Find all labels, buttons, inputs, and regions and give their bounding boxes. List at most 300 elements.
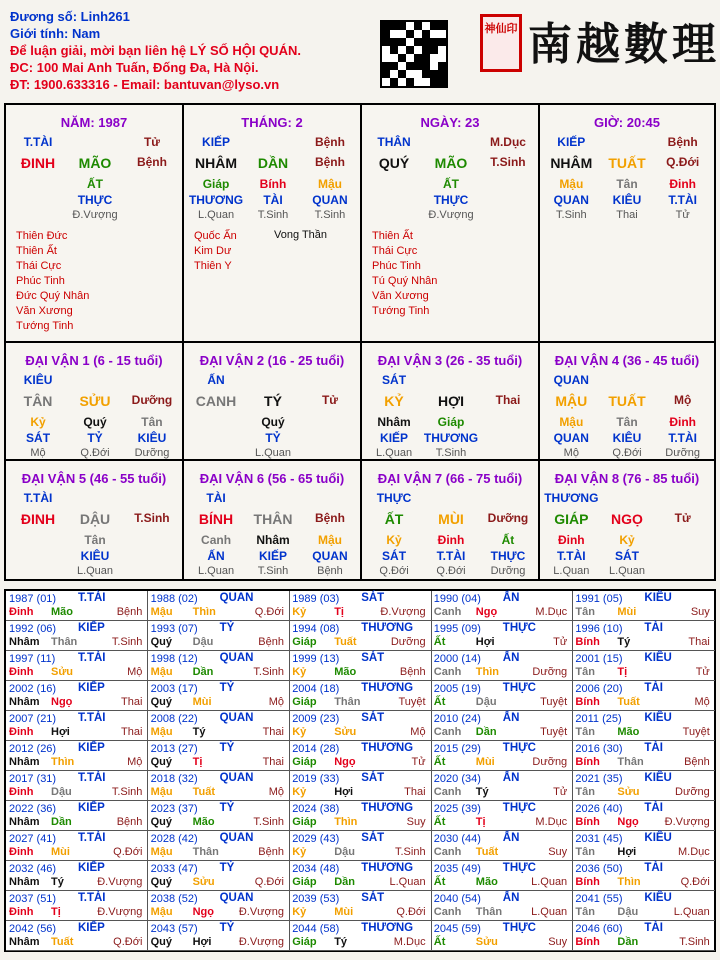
- qr-module: [398, 38, 406, 46]
- year-label: 2034 (48): [292, 863, 340, 875]
- year-cell[interactable]: [6, 741, 148, 771]
- life-phase: Tuyệt: [398, 696, 426, 708]
- year-label: 2022 (36): [9, 803, 57, 815]
- dai-van-r4-value: SÁT: [615, 549, 639, 563]
- year-cell[interactable]: [431, 921, 573, 951]
- year-cell[interactable]: [148, 921, 290, 951]
- dai-van-r2-value: GIÁP: [554, 511, 589, 527]
- dai-van-title: ĐẠI VẬN 4 (36 - 45 tuổi): [554, 353, 700, 368]
- star-item: Văn Xương: [372, 290, 429, 302]
- dai-van-r2-value: HỢI: [438, 393, 464, 409]
- pillar-r5-value: Thai: [616, 209, 638, 221]
- pillar-r2-value: Q.Đới: [666, 155, 700, 169]
- star-item: Thiên Ất: [16, 245, 57, 257]
- star-name: ẤN: [502, 712, 520, 724]
- dai-van-r2-value: SỬU: [79, 393, 111, 409]
- year-cell[interactable]: [572, 831, 714, 861]
- pillar-r5-value: Đ.Vượng: [72, 209, 118, 221]
- star-name: TÀI: [644, 682, 663, 694]
- life-phase: Đ.Vượng: [238, 906, 284, 918]
- year-cell[interactable]: [6, 921, 148, 951]
- earthly-branch: Tý: [192, 726, 206, 738]
- star-list: [16, 229, 89, 334]
- earthly-branch: Tị: [51, 906, 61, 918]
- year-label: 2046 (60): [575, 923, 623, 935]
- address-text: ĐC: 100 Mai Anh Tuấn, Đống Đa, Hà Nội.: [10, 60, 259, 75]
- pillar-r5-value: Tử: [675, 209, 690, 221]
- year-cell[interactable]: [6, 861, 148, 891]
- life-phase: Mộ: [127, 666, 143, 678]
- year-cell[interactable]: [289, 861, 431, 891]
- year-cell[interactable]: [431, 771, 573, 801]
- earthly-branch: Tuất: [475, 846, 499, 858]
- phone-email-text[interactable]: ĐT: 1900.633316 - Email: bantuvan@lyso.vn: [10, 77, 280, 92]
- dai-van-r5-value: Q.Đới: [379, 565, 409, 577]
- star-name: TÀI: [644, 622, 663, 634]
- dai-van-r2-value: DẬU: [79, 511, 111, 527]
- year-cell[interactable]: [431, 681, 573, 711]
- year-label: 2002 (16): [9, 683, 57, 695]
- life-phase: Dưỡng: [532, 756, 568, 768]
- star-name: THỰC: [502, 802, 536, 814]
- year-cell[interactable]: [148, 621, 290, 651]
- year-cell[interactable]: [6, 681, 148, 711]
- star-name: KIẾP: [78, 862, 105, 874]
- year-label: 1989 (03): [292, 593, 340, 605]
- heavenly-stem: Quý: [150, 696, 172, 708]
- heavenly-stem: Giáp: [292, 816, 317, 828]
- qr-code-icon: [380, 20, 448, 88]
- star-item: Thiên Ất: [372, 230, 413, 242]
- heavenly-stem: Giáp: [292, 936, 317, 948]
- life-phase: Bệnh: [258, 636, 284, 648]
- dai-van-r4-value: T.TÀI: [556, 549, 586, 563]
- life-phase: M.Dục: [535, 606, 568, 618]
- star-item: Thái Cực: [16, 260, 62, 272]
- year-cell[interactable]: [572, 651, 714, 681]
- star-list: [372, 229, 437, 319]
- earthly-branch: Mùi: [192, 696, 212, 708]
- year-label: 2037 (51): [9, 893, 57, 905]
- heavenly-stem: Canh: [433, 666, 462, 678]
- year-cell[interactable]: [572, 861, 714, 891]
- dai-van-r1-value: ẤN: [207, 373, 225, 387]
- pillar-r4-value: TÀI: [263, 193, 283, 207]
- star-name: QUAN: [219, 592, 254, 604]
- star-item: Thiên Đức: [16, 230, 68, 242]
- dai-van-r3-value: Tân: [141, 415, 163, 429]
- pillar-r1-value: T.TÀI: [23, 135, 53, 149]
- gender-label: Giới tính:: [10, 26, 69, 41]
- earthly-branch: Thìn: [334, 816, 358, 828]
- star-list: [194, 229, 237, 274]
- dai-van-r4-value: THƯƠNG: [423, 431, 479, 445]
- year-cell[interactable]: [289, 741, 431, 771]
- life-phase: L.Quan: [531, 906, 568, 918]
- earthly-branch: Thìn: [617, 876, 641, 888]
- year-cell[interactable]: [289, 801, 431, 831]
- dai-van-title: ĐẠI VẬN 1 (6 - 15 tuổi): [25, 353, 163, 368]
- heavenly-stem: Quý: [150, 756, 172, 768]
- year-cell[interactable]: [572, 921, 714, 951]
- earthly-branch: Ngọ: [192, 906, 214, 918]
- year-cell[interactable]: [148, 711, 290, 741]
- life-phase: Bệnh: [684, 756, 710, 768]
- year-label: 1988 (02): [150, 593, 198, 605]
- life-phase: Thai: [262, 756, 284, 768]
- life-phase: T.Sinh: [395, 846, 426, 858]
- star-name: KIÊU: [644, 592, 672, 604]
- dai-van-r3-value: Nhâm: [377, 415, 411, 429]
- heavenly-stem: Nhâm: [9, 636, 40, 648]
- year-label: 2031 (45): [575, 833, 623, 845]
- star-name: THỰC: [502, 742, 536, 754]
- heavenly-stem: Tân: [575, 846, 595, 858]
- year-cell[interactable]: [431, 591, 573, 621]
- qr-module: [414, 30, 422, 38]
- heavenly-stem: Quý: [150, 816, 172, 828]
- earthly-branch: Mùi: [51, 846, 70, 858]
- pillar-r1-value: KIẾP: [557, 135, 586, 149]
- pillar-cell: [540, 105, 714, 343]
- star-name: KIÊU: [644, 832, 672, 844]
- star-name: ẤN: [502, 772, 520, 784]
- qr-module: [414, 38, 422, 46]
- dai-van-r1-value: THƯƠNG: [544, 491, 599, 505]
- earthly-branch: Sửu: [334, 726, 357, 738]
- qr-module: [422, 54, 430, 62]
- heavenly-stem: Ất: [433, 636, 446, 648]
- earthly-branch: Dần: [475, 726, 497, 738]
- life-phase: Q.Đới: [254, 606, 284, 618]
- earthly-branch: Dần: [192, 666, 214, 678]
- year-cell[interactable]: [572, 711, 714, 741]
- earthly-branch: Tý: [51, 876, 64, 888]
- year-cell[interactable]: [6, 651, 148, 681]
- earthly-branch: Thân: [51, 636, 78, 648]
- qr-module: [390, 54, 398, 62]
- heavenly-stem: Bính: [575, 756, 600, 768]
- dai-van-r5-value: Q.Đới: [612, 447, 642, 459]
- dai-van-r2-value: MẬU: [555, 393, 588, 409]
- earthly-branch: Tị: [475, 816, 486, 828]
- earthly-branch: Tý: [334, 936, 348, 948]
- year-label: 2001 (15): [575, 653, 623, 665]
- earthly-branch: Hợi: [334, 786, 354, 798]
- year-cell[interactable]: [431, 861, 573, 891]
- dai-van-r2-value: TÝ: [264, 393, 282, 409]
- year-label: 1990 (04): [433, 593, 481, 605]
- earthly-branch: Tuất: [51, 936, 74, 948]
- year-label: 2025 (39): [433, 803, 481, 815]
- star-name: T.TÀI: [78, 892, 106, 904]
- year-cell[interactable]: [289, 651, 431, 681]
- year-cell[interactable]: [431, 801, 573, 831]
- qr-module: [438, 38, 446, 46]
- life-phase: Mộ: [694, 696, 710, 708]
- heavenly-stem: Ất: [433, 876, 446, 888]
- year-cell[interactable]: [289, 621, 431, 651]
- dai-van-r2-value: THÂN: [253, 511, 293, 527]
- qr-module: [382, 78, 390, 86]
- qr-module: [422, 22, 430, 30]
- pillar-r2-value: QUÝ: [378, 155, 410, 171]
- year-cell[interactable]: [572, 591, 714, 621]
- dai-van-r2-value: TÂN: [23, 393, 53, 409]
- earthly-branch: Ngọ: [475, 606, 498, 618]
- heavenly-stem: Mậu: [150, 666, 173, 678]
- earthly-branch: Dậu: [617, 906, 639, 918]
- star-item: Kim Dư: [194, 245, 232, 257]
- heavenly-stem: Đinh: [9, 906, 34, 918]
- qr-module: [406, 46, 414, 54]
- year-cell[interactable]: [572, 771, 714, 801]
- dai-van-cell: [362, 461, 540, 579]
- dai-van-r2-value: NGỌ: [611, 511, 643, 527]
- life-phase: T.Sinh: [111, 786, 143, 798]
- heavenly-stem: Đinh: [9, 606, 34, 618]
- dai-van-r1-value: KIÊU: [23, 373, 53, 387]
- dai-van-r4-value: THỰC: [490, 549, 526, 563]
- life-phase: M.Dục: [393, 936, 426, 948]
- star-item: Phúc Tinh: [16, 275, 65, 287]
- earthly-branch: Dậu: [475, 696, 497, 708]
- year-label: 1993 (07): [150, 623, 198, 635]
- year-cell[interactable]: [289, 681, 431, 711]
- dai-van-title: ĐẠI VẬN 6 (56 - 65 tuổi): [199, 471, 345, 486]
- year-label: 2006 (20): [575, 683, 623, 695]
- qr-module: [398, 46, 406, 54]
- qr-module: [438, 30, 446, 38]
- year-cell[interactable]: [289, 831, 431, 861]
- life-phase: Tử: [553, 636, 568, 648]
- heavenly-stem: Quý: [150, 936, 172, 948]
- dai-van-r3-value: Kỷ: [30, 415, 46, 429]
- year-cell[interactable]: [289, 591, 431, 621]
- life-phase: T.Sinh: [679, 936, 710, 948]
- life-phase: Tuyệt: [540, 696, 568, 708]
- heavenly-stem: Canh: [433, 786, 462, 798]
- year-cell[interactable]: [572, 801, 714, 831]
- qr-module: [390, 30, 398, 38]
- dai-van-r5-value: Dưỡng: [134, 447, 170, 459]
- year-cell[interactable]: [289, 771, 431, 801]
- life-phase: Bệnh: [116, 816, 143, 828]
- star-name: TỶ: [219, 802, 235, 814]
- dai-van-r4-value: T.TÀI: [668, 431, 698, 445]
- pillar-title: NGÀY: 23: [420, 115, 480, 130]
- heavenly-stem: Đinh: [9, 846, 34, 858]
- year-label: 2027 (41): [9, 833, 57, 845]
- dai-van-r3-value: Giáp: [437, 415, 465, 429]
- life-phase: L.Quan: [531, 876, 568, 888]
- dai-van-title: ĐẠI VẬN 5 (46 - 55 tuổi): [21, 471, 167, 486]
- heavenly-stem: Kỷ: [292, 906, 307, 918]
- pillar-r2-value: MÃO: [434, 155, 468, 171]
- pillar-r2-value: TUẤT: [608, 155, 646, 171]
- year-cell[interactable]: [148, 861, 290, 891]
- dai-van-r3-value: Ất: [501, 533, 515, 547]
- earthly-branch: Dậu: [334, 846, 355, 858]
- year-cell[interactable]: [148, 651, 290, 681]
- year-cell[interactable]: [148, 831, 290, 861]
- qr-module: [414, 70, 422, 78]
- star-name: THƯƠNG: [361, 622, 414, 634]
- earthly-branch: Sửu: [475, 936, 498, 948]
- life-phase: Tử: [553, 786, 568, 798]
- star-name: THỰC: [502, 922, 536, 934]
- year-label: 2028 (42): [150, 833, 198, 845]
- earthly-branch: Tị: [192, 756, 203, 768]
- dai-van-r3-value: Canh: [201, 533, 232, 547]
- life-phase: Bệnh: [116, 606, 143, 618]
- year-label: 2000 (14): [433, 653, 481, 665]
- year-cell[interactable]: [431, 651, 573, 681]
- qr-module: [438, 46, 446, 54]
- star-name: SÁT: [361, 892, 385, 904]
- life-phase: Tuyệt: [682, 726, 710, 738]
- year-cell[interactable]: [431, 741, 573, 771]
- year-cell[interactable]: [572, 681, 714, 711]
- dai-van-cell: [540, 461, 714, 579]
- year-cell[interactable]: [6, 831, 148, 861]
- life-phase: Đ.Vượng: [97, 906, 143, 918]
- qr-module: [422, 30, 430, 38]
- dai-van-cell: [184, 343, 362, 461]
- heavenly-stem: Mậu: [150, 606, 173, 618]
- pillar-r2-value: MÃO: [78, 155, 112, 171]
- heavenly-stem: Tân: [575, 666, 595, 678]
- year-cell[interactable]: [6, 771, 148, 801]
- dai-van-r4-value: T.TÀI: [436, 549, 466, 563]
- year-label: 2040 (54): [433, 893, 481, 905]
- dai-van-r3-value: Kỷ: [619, 533, 635, 547]
- heavenly-stem: Ất: [433, 696, 446, 708]
- heavenly-stem: Tân: [575, 786, 595, 798]
- year-cell[interactable]: [431, 711, 573, 741]
- pillar-r2-value: DẦN: [257, 155, 289, 171]
- qr-module: [382, 38, 390, 46]
- year-label: 1987 (01): [9, 593, 57, 605]
- year-cell[interactable]: [431, 621, 573, 651]
- year-cell[interactable]: [148, 681, 290, 711]
- star-name: KIẾP: [78, 742, 105, 754]
- star-item: Tướng Tinh: [372, 305, 430, 317]
- year-cell[interactable]: [289, 711, 431, 741]
- year-cell[interactable]: [148, 891, 290, 921]
- star-name: KIẾP: [78, 802, 105, 814]
- earthly-branch: Hợi: [192, 936, 212, 948]
- dai-van-r3-value: Quý: [83, 415, 107, 429]
- year-cell[interactable]: [6, 801, 148, 831]
- dai-van-r2-value: ĐINH: [20, 511, 56, 527]
- year-cell[interactable]: [289, 921, 431, 951]
- year-cell[interactable]: [148, 801, 290, 831]
- year-cell[interactable]: [6, 891, 148, 921]
- pillar-r3-value: Bính: [259, 177, 287, 191]
- year-cell[interactable]: [289, 891, 431, 921]
- pillar-r4-value: THỰC: [433, 193, 469, 207]
- year-cell[interactable]: [148, 741, 290, 771]
- life-phase: Q.Đới: [113, 936, 143, 948]
- year-cell[interactable]: [6, 711, 148, 741]
- earthly-branch: Sửu: [617, 786, 640, 798]
- year-cell[interactable]: [572, 741, 714, 771]
- pillar-r1-value: KIẾP: [202, 135, 231, 149]
- contact-text: Để luận giải, mời bạn liên hệ LÝ SỐ HỘI QUÁN.: [10, 43, 301, 58]
- year-cell[interactable]: [572, 891, 714, 921]
- qr-module: [414, 46, 422, 54]
- year-cell[interactable]: [431, 891, 573, 921]
- dai-van-r3-value: Nhâm: [256, 533, 290, 547]
- star-name: QUAN: [219, 652, 254, 664]
- year-cell[interactable]: [6, 621, 148, 651]
- qr-module: [438, 70, 446, 78]
- year-cell[interactable]: [148, 771, 290, 801]
- year-cell[interactable]: [572, 621, 714, 651]
- year-cell[interactable]: [6, 591, 148, 621]
- life-phase: Tử: [695, 666, 710, 678]
- earthly-branch: Mùi: [334, 906, 354, 918]
- year-label: 2026 (40): [575, 803, 623, 815]
- dai-van-r2-value: Tử: [674, 511, 691, 525]
- earthly-branch: Ngọ: [617, 816, 639, 828]
- earthly-branch: Dần: [617, 936, 639, 948]
- star-item: Thiên Y: [194, 260, 232, 272]
- star-name: KIÊU: [644, 652, 672, 664]
- star-name: THỰC: [502, 622, 536, 634]
- heavenly-stem: Nhâm: [9, 696, 40, 708]
- qr-module: [382, 46, 390, 54]
- star-item: Tú Quý Nhân: [372, 275, 438, 287]
- year-cell[interactable]: [431, 831, 573, 861]
- year-label: 2039 (53): [292, 893, 340, 905]
- life-phase: Mộ: [268, 696, 284, 708]
- dai-van-r2-value: Bệnh: [314, 511, 345, 525]
- qr-module: [390, 38, 398, 46]
- star-name: KIÊU: [644, 892, 672, 904]
- earthly-branch: Mùi: [617, 606, 637, 618]
- earthly-branch: Thân: [475, 906, 503, 918]
- dai-van-r4-value: SÁT: [382, 549, 407, 563]
- owner-value: Linh261: [80, 9, 130, 24]
- year-label: 1991 (05): [575, 593, 623, 605]
- qr-module: [430, 70, 438, 78]
- dai-van-r2-value: MÙI: [438, 511, 464, 527]
- qr-module: [430, 78, 438, 86]
- earthly-branch: Mùi: [475, 756, 495, 768]
- heavenly-stem: Đinh: [9, 666, 34, 678]
- dai-van-r2-value: BÍNH: [198, 511, 234, 527]
- heavenly-stem: Mậu: [150, 846, 173, 858]
- heavenly-stem: Quý: [150, 876, 172, 888]
- dai-van-r1-value: SÁT: [382, 373, 407, 387]
- dai-van-r2-value: Dưỡng: [487, 511, 529, 525]
- year-cell[interactable]: [148, 591, 290, 621]
- star-name: TỶ: [219, 742, 235, 754]
- year-label: 2011 (25): [575, 713, 622, 725]
- pillar-r2-value: ĐINH: [20, 155, 56, 171]
- star-name: TỶ: [219, 922, 235, 934]
- pillar-r2-value: NHÂM: [195, 155, 238, 171]
- year-label: 2021 (35): [575, 773, 623, 785]
- year-label: 2013 (27): [150, 743, 198, 755]
- earthly-branch: Tuất: [334, 636, 357, 648]
- dai-van-r1-value: TÀI: [206, 491, 226, 505]
- heavenly-stem: Giáp: [292, 696, 317, 708]
- earthly-branch: Dần: [51, 816, 72, 828]
- dai-van-r3-value: Đinh: [437, 533, 465, 547]
